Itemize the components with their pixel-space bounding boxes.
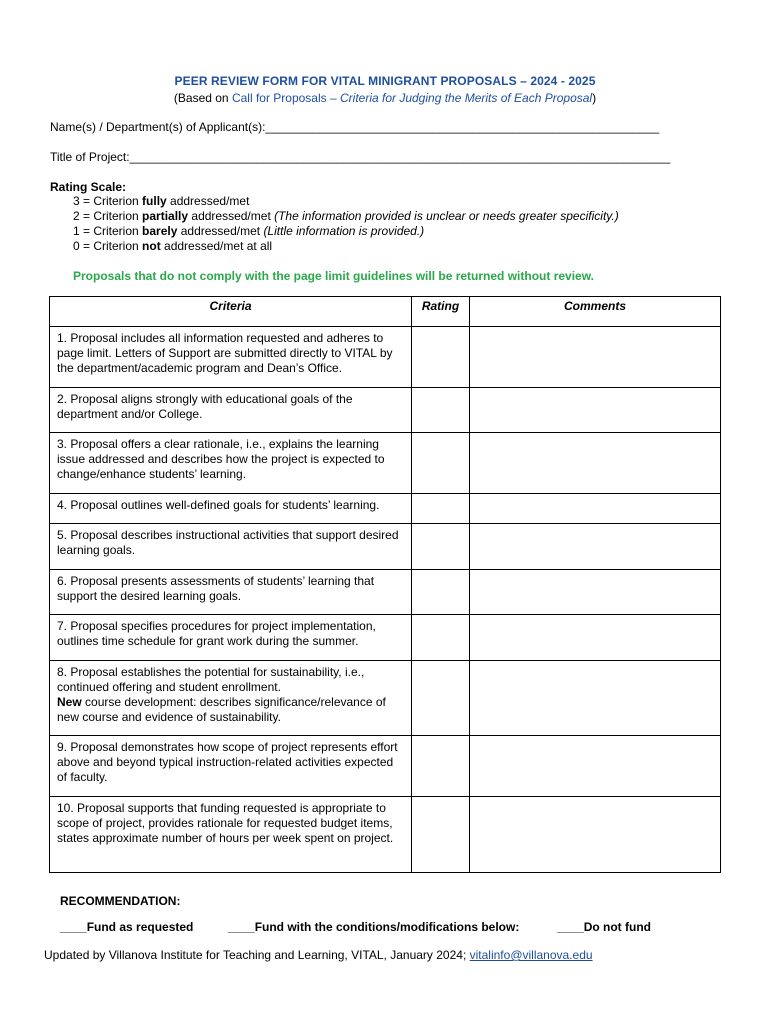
rating-cell[interactable] [412,494,470,524]
comments-cell[interactable] [470,797,721,873]
rating-cell[interactable] [412,570,470,615]
rating-cell[interactable] [412,661,470,736]
table-row [50,494,721,524]
table-row [50,327,721,388]
recommendation-heading: RECOMMENDATION: [60,894,181,908]
criterion-cell: 8. Proposal establishes the potential for sustainability, i.e., continued offering and student enrollment. New course development: describes significance/relevance of new course and evidence of sustainability. [50,661,412,736]
footer-note [44,948,593,962]
comments-cell[interactable] [470,388,721,433]
criterion-cell: 4. Proposal outlines well-defined goals for students’ learning. [50,494,412,524]
comments-cell[interactable] [470,494,721,524]
comments-cell[interactable] [470,661,721,736]
fund-as-requested-option[interactable]: ____Fund as requested [60,920,194,934]
comments-cell[interactable] [470,524,721,570]
rating-cell[interactable] [412,736,470,797]
criterion-cell: 3. Proposal offers a clear rationale, i.e., explains the learning issue addressed and describes how the project is expected to change/enhance students’ learning. [50,433,412,494]
rating-cell[interactable] [412,327,470,388]
subtitle-suffix: ) [592,91,597,105]
comments-cell[interactable] [470,615,721,661]
footer-text: Updated by Villanova Institute for Teaching and Learning, VITAL, January 2024; [44,948,470,962]
criterion-cell: 6. Proposal presents assessments of students’ learning that support the desired learning goals. [50,570,412,615]
comments-cell[interactable] [470,736,721,797]
table-row [50,736,721,797]
applicants-field[interactable]: Name(s) / Department(s) of Applicant(s):___________________________________________________________ [50,120,660,134]
comments-cell[interactable] [470,433,721,494]
page-limit-notice: Proposals that do not comply with the page limit guidelines will be returned without review. [73,269,594,283]
rating-scale-line-1: 1 = Criterion barely addressed/met (Little information is provided.) [73,224,425,238]
rating-cell[interactable] [412,797,470,873]
comments-header: Comments [470,297,721,327]
email-link[interactable]: vitalinfo@villanova.edu [469,948,593,962]
criteria-link[interactable]: Criteria for Judging the Merits of Each Proposal [339,91,593,105]
criteria-table [49,296,721,873]
form-title: PEER REVIEW FORM FOR VITAL MINIGRANT PROPOSALS – 2024 - 2025 [174,74,596,88]
form-subtitle [0,91,770,105]
comments-cell[interactable] [470,570,721,615]
do-not-fund-option[interactable]: ____Do not fund [557,920,652,934]
rating-scale-line-2: 2 = Criterion partially addressed/met (The information provided is unclear or needs greater specificity.) [73,209,619,223]
table-row [50,661,721,736]
criterion-cell: 9. Proposal demonstrates how scope of project represents effort above and beyond typical instruction-related activities expected of faculty. [50,736,412,797]
fund-with-conditions-option[interactable]: ____Fund with the conditions/modifications below: [228,920,520,934]
rating-cell[interactable] [412,433,470,494]
table-row [50,570,721,615]
table-row [50,433,721,494]
table-row [50,797,721,873]
table-row [50,615,721,661]
criterion-cell: 2. Proposal aligns strongly with educational goals of the department and/or College. [50,388,412,433]
criterion-cell: 10. Proposal supports that funding requested is appropriate to scope of project, provides rationale for requested budget items, states approximate number of hours per week spent on project. [50,797,412,873]
criteria-header: Criteria [50,297,412,327]
subtitle-prefix: (Based on [173,91,232,105]
rating-cell[interactable] [412,615,470,661]
rating-cell[interactable] [412,388,470,433]
criterion-cell: 7. Proposal specifies procedures for project implementation, outlines time schedule for grant work during the summer. [50,615,412,661]
call-for-proposals-link[interactable]: Call for Proposals – [231,91,340,105]
comments-cell[interactable] [470,327,721,388]
table-row [50,524,721,570]
table-row [50,388,721,433]
rating-cell[interactable] [412,524,470,570]
criterion-cell: 1. Proposal includes all information requested and adheres to page limit. Letters of Support are submitted directly to VITAL by the department/academic program and Dean’s Office. [50,327,412,388]
rating-scale-line-3: 3 = Criterion fully addressed/met [73,194,250,208]
rating-header: Rating [412,297,470,327]
project-title-field[interactable]: Title of Project:_________________________________________________________________________________ [50,150,671,164]
table-header-row [50,297,721,327]
rating-scale-heading: Rating Scale: [50,180,127,194]
criterion-cell: 5. Proposal describes instructional activities that support desired learning goals. [50,524,412,570]
rating-scale-line-0: 0 = Criterion not addressed/met at all [73,239,273,253]
